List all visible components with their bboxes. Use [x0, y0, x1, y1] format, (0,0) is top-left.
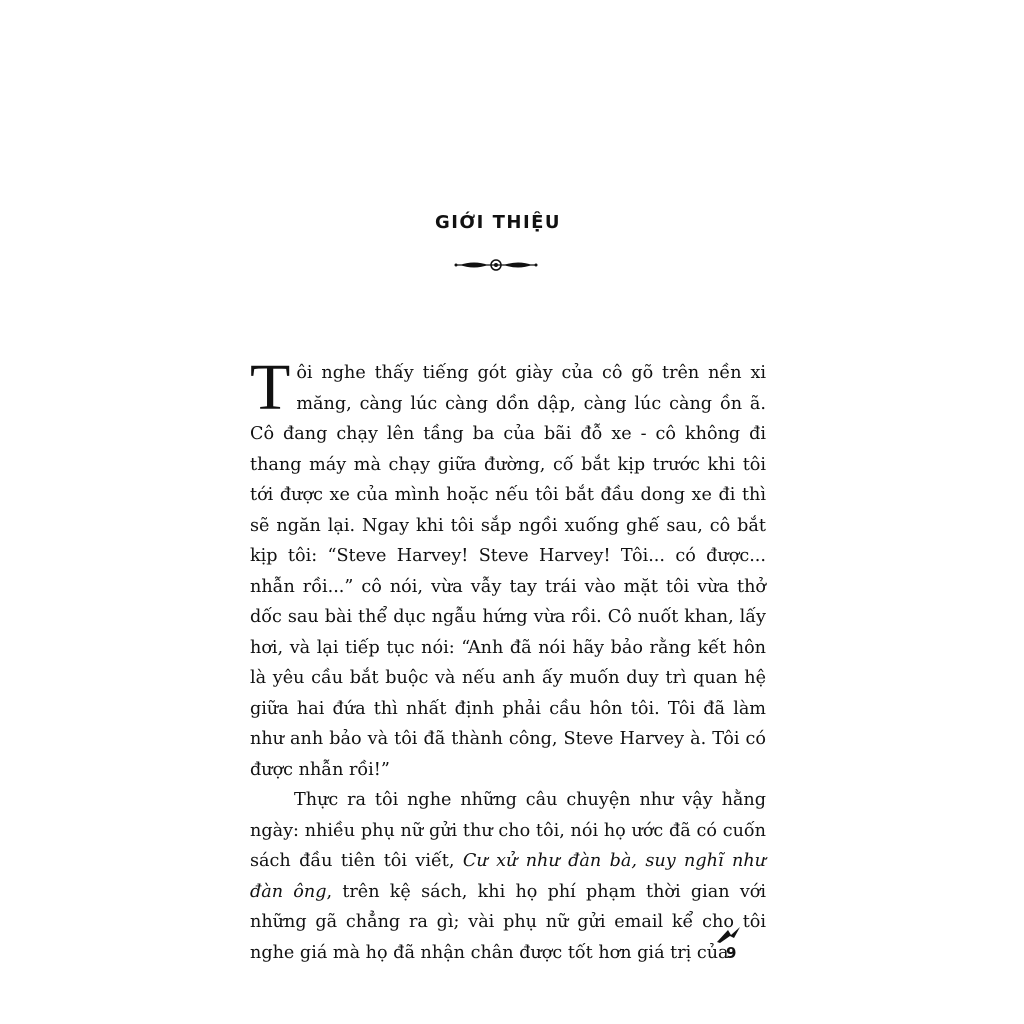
paragraph-2-start: Thực ra tôi nghe những câu chuyện như vậy hằng ngày: nhiều phụ nữ gửi thư cho tôi, nói họ ước đã có cuốn sách đầu tiên tôi viết, [250, 790, 766, 871]
paragraph-2-end: , trên kệ sách, khi họ phí phạm thời gian với những gã chẳng ra gì; vài phụ nữ gửi email kể cho tôi nghe giá mà họ đã nhận chân được tốt hơn giá trị của [250, 881, 766, 963]
paragraph-1 [250, 351, 766, 785]
paragraph-1-text: ôi nghe thấy tiếng gót giày của cô gõ trên nền xi măng, càng lúc càng dồn dập, càng lúc càng ồn ã. Cô đang chạy lên tầng ba của bãi đỗ xe - cô không đi thang máy mà chạy giữa đường, cố bắt kịp trước khi tôi tới được xe của mình hoặc nếu tôi bắt đầu dong xe đi thì sẽ ngăn lại. Ngay khi tôi sắp ngồi xuống ghế sau, cô bắt kịp tôi: “Steve Harvey! Steve Harvey! Tôi... có được... nhẫn rồi...” cô nói, vừa vẫy tay trái vào mặt tôi vừa thở dốc sau bài thể dục ngẫu hứng vừa rồi. Cô nuốt khan, lấy hơi, và lại tiếp tục nói: “Anh đã nói hãy bảo rằng kết hôn là yêu cầu bắt buộc và nếu anh ấy muốn duy trì quan hệ giữa hai đứa thì nhất định phải cầu hôn tôi. Tôi đã làm như anh bảo và tôi đã thành công, Steve Harvey à. Tôi có được nhẫn rồi!” [250, 363, 766, 780]
quill-mark-icon [716, 926, 742, 944]
page-number: 9 [726, 944, 737, 962]
chapter-title: GIỚI THIỆU [434, 212, 562, 233]
body-text [250, 351, 766, 968]
drop-cap: T [250, 351, 291, 424]
book-title: Cư xử như đàn bà, suy nghĩ như đàn ông [250, 851, 766, 902]
paragraph-2 [250, 785, 766, 968]
decorative-divider-icon [454, 257, 538, 273]
